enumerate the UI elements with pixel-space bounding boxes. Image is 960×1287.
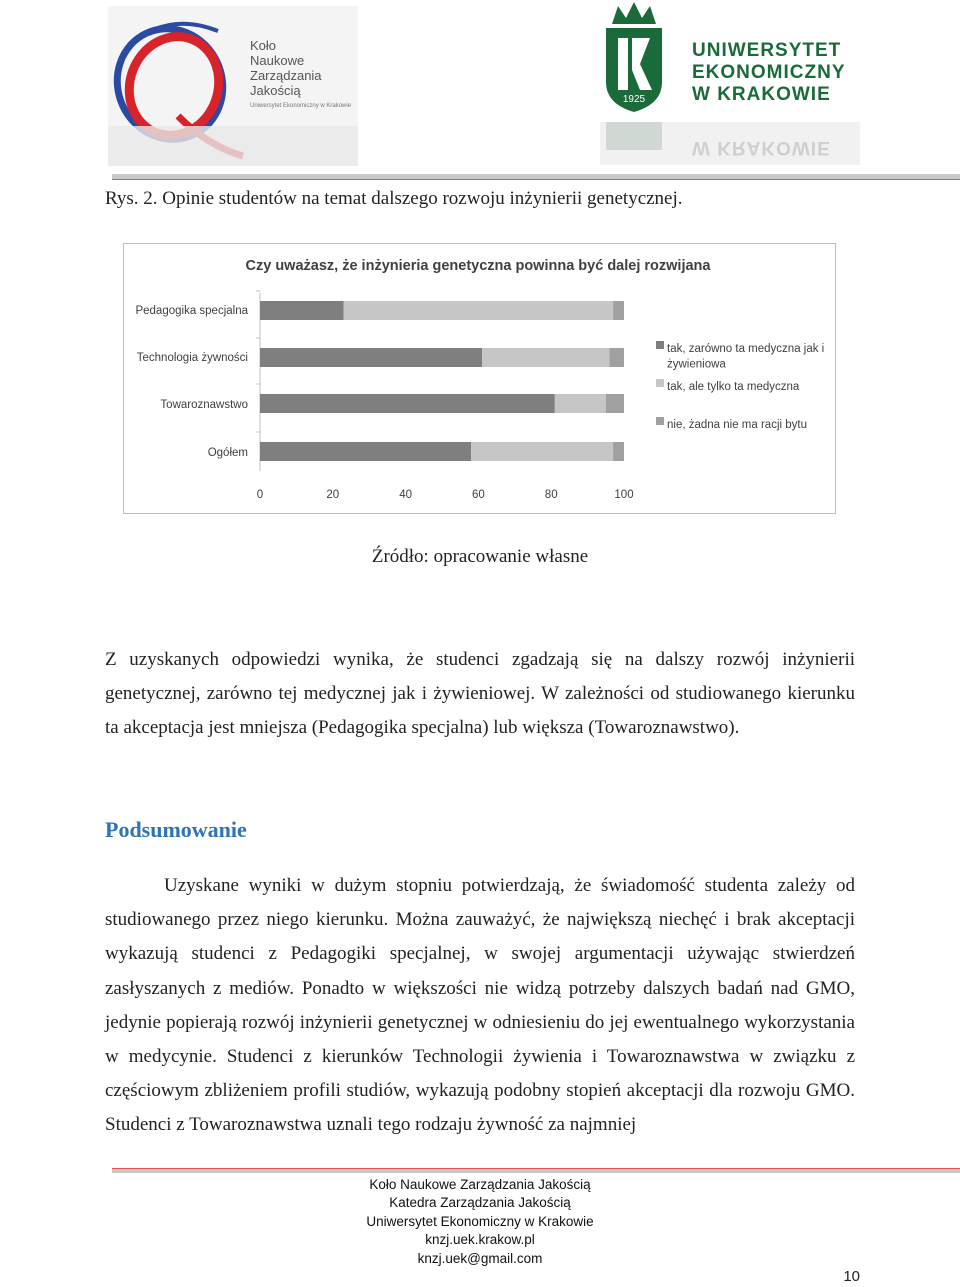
paragraph: Z uzyskanych odpowiedzi wynika, że studenci zgadzają się na dalszy rozwój inżynierii genetycznej, zarówno tej medycznej jak i żywieniowej. W zależności od studiowanego kierunku ta akceptacja jest mniejsza (Pedagogika specjalna) lub większa (Towaroznawstwo). bbox=[105, 649, 855, 739]
bar-segment bbox=[260, 394, 555, 413]
bar-segment bbox=[260, 301, 344, 320]
knzj-logo bbox=[108, 6, 358, 166]
footer-line: Koło Naukowe Zarządzania Jakością bbox=[369, 1177, 591, 1192]
knzj-logo-line1: Koło bbox=[250, 38, 277, 53]
bar-segment bbox=[555, 394, 606, 413]
knzj-logo-subline: Uniwersytet Ekonomiczny w Krakowie bbox=[250, 103, 352, 109]
page-footer bbox=[0, 1176, 960, 1268]
page-header bbox=[0, 0, 960, 180]
bar-segment bbox=[471, 442, 613, 461]
legend-swatch bbox=[656, 341, 664, 349]
stacked-bar-chart bbox=[123, 243, 836, 514]
chart-title: Czy uważasz, że inżynieria genetyczna powinna być dalej rozwijana bbox=[245, 258, 711, 274]
footer-rule bbox=[112, 1168, 960, 1173]
bar-segment bbox=[613, 442, 624, 461]
legend-label: żywieniowa bbox=[667, 358, 726, 371]
legend-swatch bbox=[656, 379, 664, 387]
footer-line: Katedra Zarządzania Jakością bbox=[389, 1195, 571, 1211]
knzj-logo-line4: Jakością bbox=[250, 83, 301, 98]
footer-link[interactable]: knzj.uek.krakow.pl bbox=[425, 1232, 535, 1248]
category-label: Pedagogika specjalna bbox=[135, 305, 248, 317]
category-label: Technologia żywności bbox=[136, 352, 248, 364]
bar-segment bbox=[613, 301, 624, 320]
legend-label: tak, ale tylko ta medyczna bbox=[667, 381, 800, 393]
svg-text:W KRAKOWIE: W KRAKOWIE bbox=[692, 137, 831, 158]
uek-logo bbox=[600, 0, 860, 165]
category-label: Towaroznawstwo bbox=[160, 399, 248, 411]
legend-swatch bbox=[656, 417, 664, 425]
uek-logo-line1: UNIWERSYTET bbox=[692, 40, 842, 61]
bar-segment bbox=[606, 394, 624, 413]
legend-label: nie, żadna nie ma racji bytu bbox=[667, 419, 807, 431]
page-number: 10 bbox=[843, 1268, 860, 1285]
category-label: Ogółem bbox=[207, 447, 248, 459]
figure-caption: Rys. 2. Opinie studentów na temat dalszego rozwoju inżynierii genetycznej. bbox=[105, 188, 683, 209]
knzj-logo-line3: Zarządzania bbox=[250, 68, 322, 83]
bar-segment bbox=[344, 301, 613, 320]
bar-segment bbox=[482, 348, 609, 367]
footer-email[interactable]: knzj.uek@gmail.com bbox=[417, 1250, 543, 1266]
x-tick-label: 60 bbox=[472, 489, 485, 501]
x-tick-label: 80 bbox=[544, 489, 558, 501]
knzj-logo-line2: Naukowe bbox=[250, 53, 305, 68]
paragraph: Uzyskane wyniki w dużym stopniu potwierdzają, że świadomość studenta zależy od studiowanego przez niego kierunku. Można zauważyć, że największą niechęć i brak akceptacji wykazują studenci z Pedagogiki specjalnej, w swojej argumentacji używając stwierdzeń zasłyszanych z mediów. Ponadto w większości nie widzą potrzeby dalszych badań nad GMO, jedynie popierają rozwój inżynierii genetycznej w odniesieniu do jej ewentualnego wykorzystania w medycynie. Studenci z kierunków Technologii żywienia i Towaroznawstwa w związku z częściowym zbliżeniem profili studiów, wykazują podobny stopień akceptacji dla rozwoju GMO. Studenci z Towaroznawstwa uznali tego rodzaju żywność za najmniej bbox=[105, 875, 855, 1136]
bar-segment bbox=[260, 348, 482, 367]
legend-label: tak, zarówno ta medyczna jak i bbox=[667, 343, 825, 355]
bar-segment bbox=[260, 442, 471, 461]
uek-logo-year: 1925 bbox=[622, 94, 646, 105]
x-tick-label: 0 bbox=[256, 489, 264, 501]
section-heading: Podsumowanie bbox=[105, 817, 247, 842]
x-tick-label: 20 bbox=[326, 489, 340, 501]
bar-segment bbox=[609, 348, 624, 367]
x-tick-label: 100 bbox=[614, 489, 634, 501]
uek-logo-line3: W KRAKOWIE bbox=[692, 84, 831, 105]
uek-logo-line2: EKONOMICZNY bbox=[692, 62, 846, 83]
figure-source: Źródło: opracowanie własne bbox=[371, 546, 589, 567]
header-rule bbox=[112, 174, 960, 180]
footer-line: Uniwersytet Ekonomiczny w Krakowie bbox=[366, 1213, 594, 1229]
x-tick-label: 40 bbox=[399, 489, 412, 501]
crown-icon bbox=[612, 2, 656, 24]
